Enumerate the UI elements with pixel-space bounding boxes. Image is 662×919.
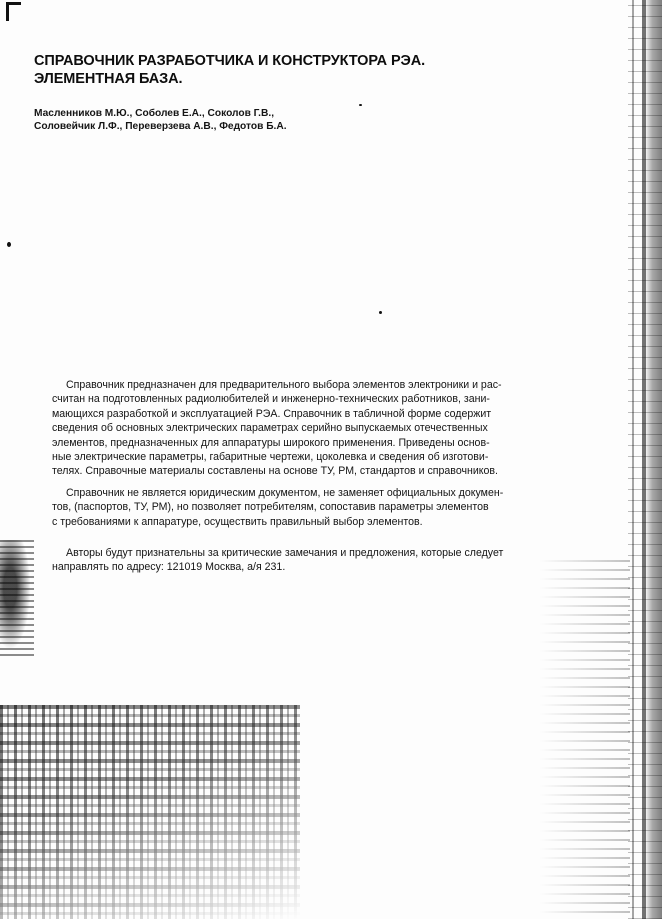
text-line: направлять по адресу: 121019 Москва, а/я 231.	[52, 561, 286, 574]
author-list	[34, 107, 434, 133]
author-line: Соловейчик Л.Ф., Переверзева А.В., Федотов Б.А.	[34, 121, 287, 132]
book-title	[34, 52, 534, 88]
scan-speck	[7, 242, 11, 247]
text-line: мающихся разработкой и эксплуатацией РЭА. Справочник в табличной форме содержит	[52, 407, 492, 420]
text-line: ные электрические параметры, габаритные чертежи, цоколевка и сведения об изготови-	[52, 451, 489, 464]
paragraph-contact	[52, 546, 622, 575]
author-line: Масленников М.Ю., Соболев Е.А., Соколов Г.В.,	[34, 108, 275, 119]
scan-edge-noise-right	[628, 0, 662, 919]
text-line: элементов, предназначенных для аппаратуры широкого применения. Приведены основ-	[52, 436, 490, 449]
scan-speck	[379, 311, 382, 314]
scan-noise-bottom-left	[0, 705, 300, 919]
scan-corner-mark	[6, 2, 21, 21]
scan-noise-bottom-right	[540, 560, 630, 919]
scan-edge-shadow-right	[646, 0, 662, 919]
text-line: телях. Справочные материалы составлены на основе ТУ, РМ, стандартов и справочников.	[52, 465, 498, 478]
title-line: ЭЛЕМЕНТНАЯ БАЗА.	[34, 71, 183, 87]
text-line: Справочник не является юридическим документом, не заменяет официальных докумен-	[66, 486, 504, 499]
scan-noise-left	[0, 540, 34, 660]
title-line: СПРАВОЧНИК РАЗРАБОТЧИКА И КОНСТРУКТОРА РЭА.	[34, 53, 426, 69]
text-line: Справочник предназначен для предварительного выбора элементов электроники и рас-	[66, 379, 502, 391]
text-line: Авторы будут признательны за критические замечания и предложения, которые следует	[66, 547, 504, 560]
abstract-text	[52, 378, 622, 575]
paragraph-disclaimer	[52, 486, 622, 529]
text-line: считан на подготовленных радиолюбителей и инженерно-технических работников, зани-	[52, 393, 490, 406]
paragraph-description	[52, 378, 622, 479]
text-line: сведения об основных электрических параметрах серийно выпускаемых отечественных	[52, 422, 488, 435]
scan-speck	[359, 104, 362, 106]
text-line: тов, (паспортов, ТУ, РМ), но позволяет потребителям, сопоставив параметры элементов	[52, 501, 489, 514]
text-line: с требованиями к аппаратуре, осуществить правильный выбор элементов.	[52, 515, 423, 528]
